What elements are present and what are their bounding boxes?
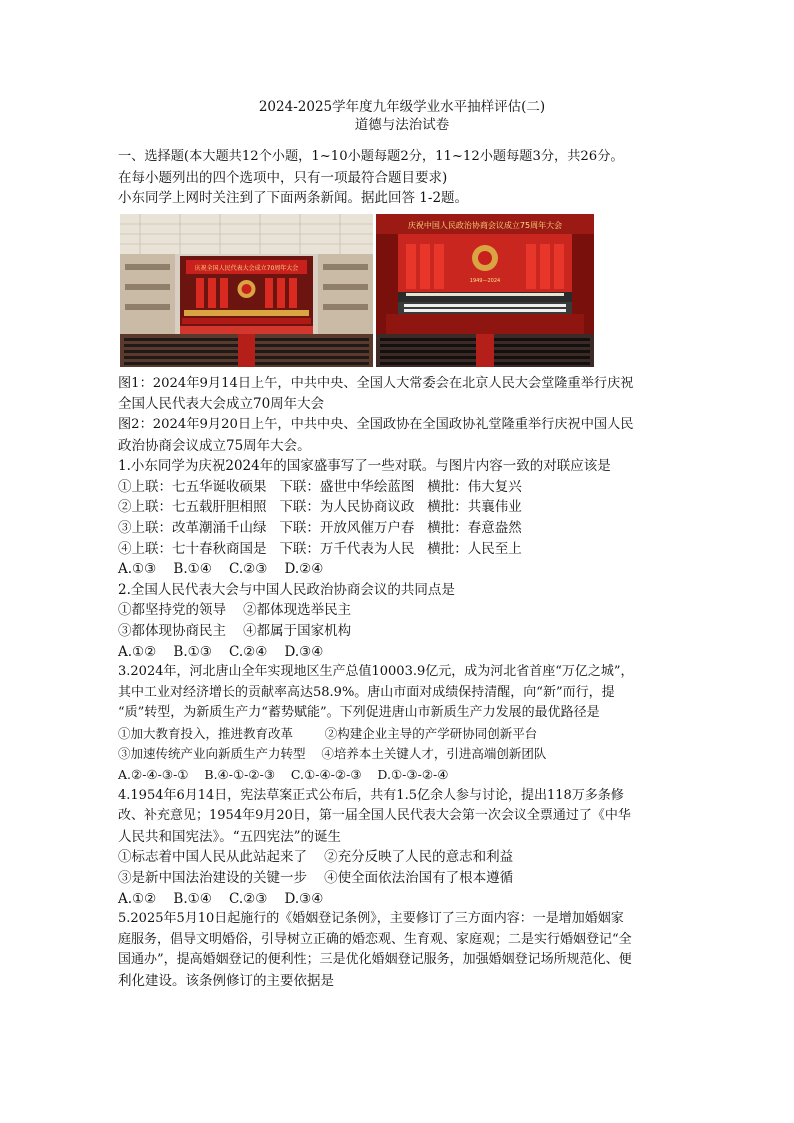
question-1 xyxy=(118,456,686,580)
question-option: ④上联：七十春秋商国是 下联：万千代表为人民 横批：人民至上 xyxy=(118,540,522,557)
question-option: ③加速传统产业向新质生产力转型 ④培养本土关键人才，引进高端创新团队 xyxy=(118,746,547,762)
question-stem: 4.1954年6月14日，宪法草案正式公布后，共有1.5亿余人参与讨论，提出118万多条修 xyxy=(118,787,624,803)
exam-page xyxy=(118,98,686,992)
question-option: ①标志着中国人民从此站起来了 ②充分反映了人民的意志和利益 xyxy=(118,849,514,866)
npc-anniversary-photo xyxy=(120,214,373,367)
question-stem: 1.小东同学为庆祝2024年的国家盛事写了一些对联。与图片内容一致的对联应该是 xyxy=(118,458,611,475)
question-option: ①加大教育投入，推进教育改革 ②构建企业主导的产学研协同创新平台 xyxy=(118,725,538,741)
question-stem: 改、补充意见；1954年9月20日，第一届全国人民代表大会第一次会议全票通过了《中华 xyxy=(118,808,631,824)
question-option: ③上联：改革潮涌千山绿 下联：开放风催万户春 横批：春意盎然 xyxy=(118,519,522,536)
question-option: ③都体现协商民主 ④都属于国家机构 xyxy=(118,622,352,639)
question-stem: 人民共和国宪法》。“五四宪法”的诞生 xyxy=(118,828,342,845)
question-option: ①上联：七五华诞收硕果 下联：盛世中华绘蓝图 横批：伟大复兴 xyxy=(118,478,522,495)
section-heading xyxy=(118,147,686,209)
question-stem: 庭服务，倡导文明婚俗，引导树立正确的婚恋观、生育观、家庭观；二是实行婚姻登记“全 xyxy=(118,931,632,947)
question-answers: A.①③ B.①④ C.②③ D.②④ xyxy=(118,561,324,578)
question-stem: 利化建设。该条例修订的主要依据是 xyxy=(118,973,334,989)
section-heading-line-1: 一、选择题(本大题共12个小题，1~10小题每题2分，11~12小题每题3分，共26分。 xyxy=(118,149,624,164)
caption-fig2-line2: 政治协商会议成立75周年大会。 xyxy=(118,437,311,454)
question-answers: A.①② B.①④ C.②③ D.③④ xyxy=(118,890,324,907)
question-stem: 3.2024年，河北唐山全年实现地区生产总值10003.9亿元，成为河北省首座“万亿之城”， xyxy=(118,664,634,680)
question-option: ①都坚持党的领导 ②都体现选举民主 xyxy=(118,602,352,619)
cppcc-years-text: 1949—2024 xyxy=(469,277,501,284)
question-answers: A.②-④-③-① B.④-①-②-③ C.①-④-②-③ D.①-③-②-④ xyxy=(118,767,449,783)
news-photos xyxy=(120,214,594,367)
question-option: ③是新中国法治建设的关键一步 ④使全面依法治国有了根本遵循 xyxy=(118,870,514,887)
npc-banner-text: 庆祝全国人民代表大会成立70周年大会 xyxy=(194,264,299,272)
photo-captions xyxy=(118,374,686,456)
caption-fig2-line1: 图2：2024年9月20日上午，中共中央、全国政协在全国政协礼堂隆重举行庆祝中国人民 xyxy=(118,416,634,432)
question-3 xyxy=(118,662,686,786)
question-stem: 其中工业对经济增长的贡献率高达58.9%。唐山市面对成绩保持清醒，向“新”而行，提 xyxy=(118,684,615,700)
question-answers: A.①② B.①③ C.②④ D.③④ xyxy=(118,643,324,660)
question-4 xyxy=(118,786,686,910)
exam-title: 2024-2025学年度九年级学业水平抽样评估(二) xyxy=(258,99,546,115)
exam-subtitle: 道德与法治试卷 xyxy=(354,117,450,133)
question-stem: 5.2025年5月10日起施行的《婚姻登记条例》，主要修订了三方面内容：一是增加婚姻家 xyxy=(118,911,624,927)
section-heading-line-2: 在每小题列出的四个选项中，只有一项最符合题目要求) xyxy=(118,169,448,186)
question-option: ②上联：七五载肝胆相照 下联：为人民协商议政 横批：共襄伟业 xyxy=(118,499,522,516)
caption-fig1-line1: 图1：2024年9月14日上午，中共中央、全国人大常委会在北京人民大会堂隆重举行庆祝 xyxy=(118,375,634,391)
cppcc-banner-text: 庆祝中国人民政治协商会议成立75周年大会 xyxy=(407,220,563,230)
question-stem: 国通办”，提高婚姻登记的便利性；三是优化婚姻登记服务，加强婚姻登记场所规范化、便 xyxy=(118,952,632,968)
question-stem: “质”转型，为新质生产力“蓄势赋能”。下列促进唐山市新质生产力发展的最优路径是 xyxy=(118,705,600,721)
section-intro: 小东同学上网时关注到了下面两条新闻。据此回答 1-2题。 xyxy=(118,190,469,207)
cppcc-anniversary-photo xyxy=(376,214,594,367)
caption-fig1-line2: 全国人民代表大会成立70周年大会 xyxy=(118,396,325,413)
question-stem: 2.全国人民代表大会与中国人民政治协商会议的共同点是 xyxy=(118,581,455,598)
question-5 xyxy=(118,909,686,991)
question-2 xyxy=(118,580,686,662)
